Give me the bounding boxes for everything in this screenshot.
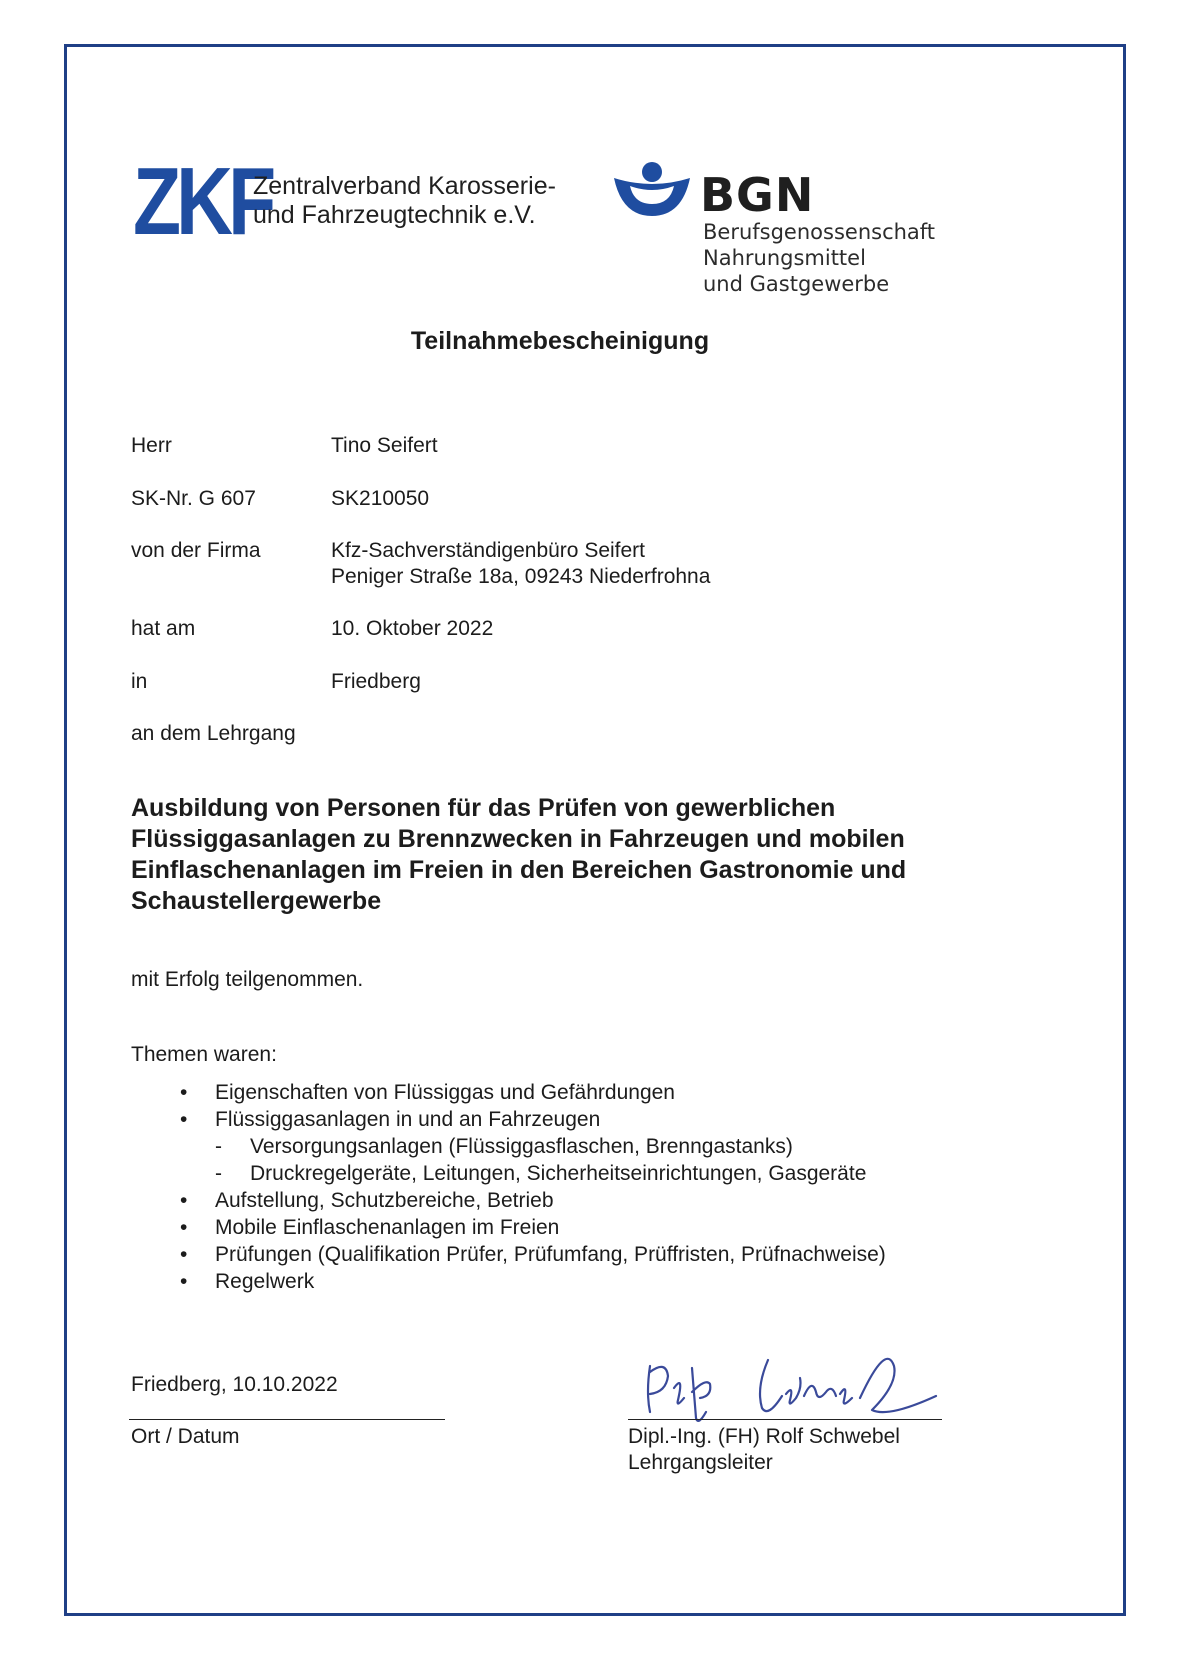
- place-value: Friedberg: [331, 670, 421, 693]
- bullet: •: [180, 1216, 188, 1239]
- sub-topic-text: Druckregelgeräte, Leitungen, Sicherheitseinrichtungen, Gasgeräte: [250, 1162, 867, 1185]
- sub-list-item: [215, 1160, 886, 1187]
- sub-list-item: [215, 1133, 886, 1160]
- date-value: 10. Oktober 2022: [331, 617, 494, 640]
- course-title: [131, 793, 1011, 917]
- zkf-logo: ZKF: [133, 148, 272, 255]
- list-item: [131, 1106, 886, 1187]
- salutation-label: Herr: [131, 434, 172, 457]
- list-item: [131, 1079, 886, 1106]
- bgn-name-line-3: und Gastgewerbe: [703, 272, 890, 296]
- document-title: Teilnahmebescheinigung: [410, 327, 710, 355]
- date-label: hat am: [131, 617, 196, 640]
- course-intro: an dem Lehrgang: [131, 722, 296, 745]
- participant-name: Tino Seifert: [331, 434, 438, 457]
- signature-line: [628, 1419, 942, 1420]
- bullet: •: [180, 1270, 188, 1293]
- topic-text: Regelwerk: [215, 1270, 315, 1293]
- bgn-name-line-2: Nahrungsmittel: [703, 246, 866, 270]
- zkf-organization-name: [253, 172, 556, 230]
- topic-text: Flüssiggasanlagen in und an Fahrzeugen: [215, 1108, 601, 1131]
- sub-topic-text: Versorgungsanlagen (Flüssiggasflaschen, Brenngastanks): [250, 1135, 793, 1158]
- list-item: [131, 1187, 886, 1214]
- topic-text: Aufstellung, Schutzbereiche, Betrieb: [215, 1189, 554, 1212]
- course-line-1: Ausbildung von Personen für das Prüfen von gewerblichen: [131, 794, 836, 822]
- sub-topics-list: [215, 1133, 886, 1187]
- result-text: mit Erfolg teilgenommen.: [131, 968, 364, 991]
- zkf-name-line-1: Zentralverband Karosserie-: [253, 172, 556, 200]
- topics-heading: Themen waren:: [131, 1043, 277, 1066]
- zkf-name-line-2: und Fahrzeugtechnik e.V.: [253, 201, 536, 229]
- topics-list: [131, 1079, 886, 1295]
- bullet: •: [180, 1081, 188, 1104]
- list-item: [131, 1241, 886, 1268]
- course-line-2: Flüssiggasanlagen zu Brennzwecken in Fahrzeugen und mobilen: [131, 825, 905, 853]
- sk-nr-value: SK210050: [331, 487, 430, 510]
- place-date: Friedberg, 10.10.2022: [131, 1373, 338, 1396]
- firm-label: von der Firma: [131, 539, 261, 562]
- list-item: [131, 1214, 886, 1241]
- place-label: in: [131, 670, 148, 693]
- place-date-line: [129, 1419, 445, 1420]
- signer-name: Dipl.-Ing. (FH) Rolf Schwebel: [628, 1425, 900, 1448]
- firm-value: [331, 538, 710, 590]
- bgn-name-line-1: Berufsgenossenschaft: [703, 220, 936, 244]
- course-line-3: Einflaschenanlagen im Freien in den Bereichen Gastronomie und: [131, 856, 907, 884]
- place-date-label: Ort / Datum: [131, 1425, 240, 1448]
- dash: -: [215, 1162, 222, 1185]
- bullet: •: [180, 1189, 188, 1212]
- firm-name: Kfz-Sachverständigenbüro Seifert: [331, 539, 646, 562]
- topic-text: Prüfungen (Qualifikation Prüfer, Prüfumfang, Prüffristen, Prüfnachweise): [215, 1243, 886, 1266]
- sk-nr-label: SK-Nr. G 607: [131, 487, 256, 510]
- signer-role: Lehrgangsleiter: [628, 1451, 773, 1474]
- dash: -: [215, 1135, 222, 1158]
- bgn-logo: BGN: [700, 168, 815, 222]
- signature-image: [636, 1348, 956, 1428]
- bgn-organization-name: [703, 219, 935, 297]
- bgn-logo-icon: [612, 160, 692, 220]
- topic-text: Eigenschaften von Flüssiggas und Gefährdungen: [215, 1081, 675, 1104]
- list-item: [131, 1268, 886, 1295]
- bullet: •: [180, 1243, 188, 1266]
- bullet: •: [180, 1108, 188, 1131]
- topic-text: Mobile Einflaschenanlagen im Freien: [215, 1216, 560, 1239]
- firm-address: Peniger Straße 18a, 09243 Niederfrohna: [331, 565, 711, 588]
- course-line-4: Schaustellergewerbe: [131, 887, 382, 915]
